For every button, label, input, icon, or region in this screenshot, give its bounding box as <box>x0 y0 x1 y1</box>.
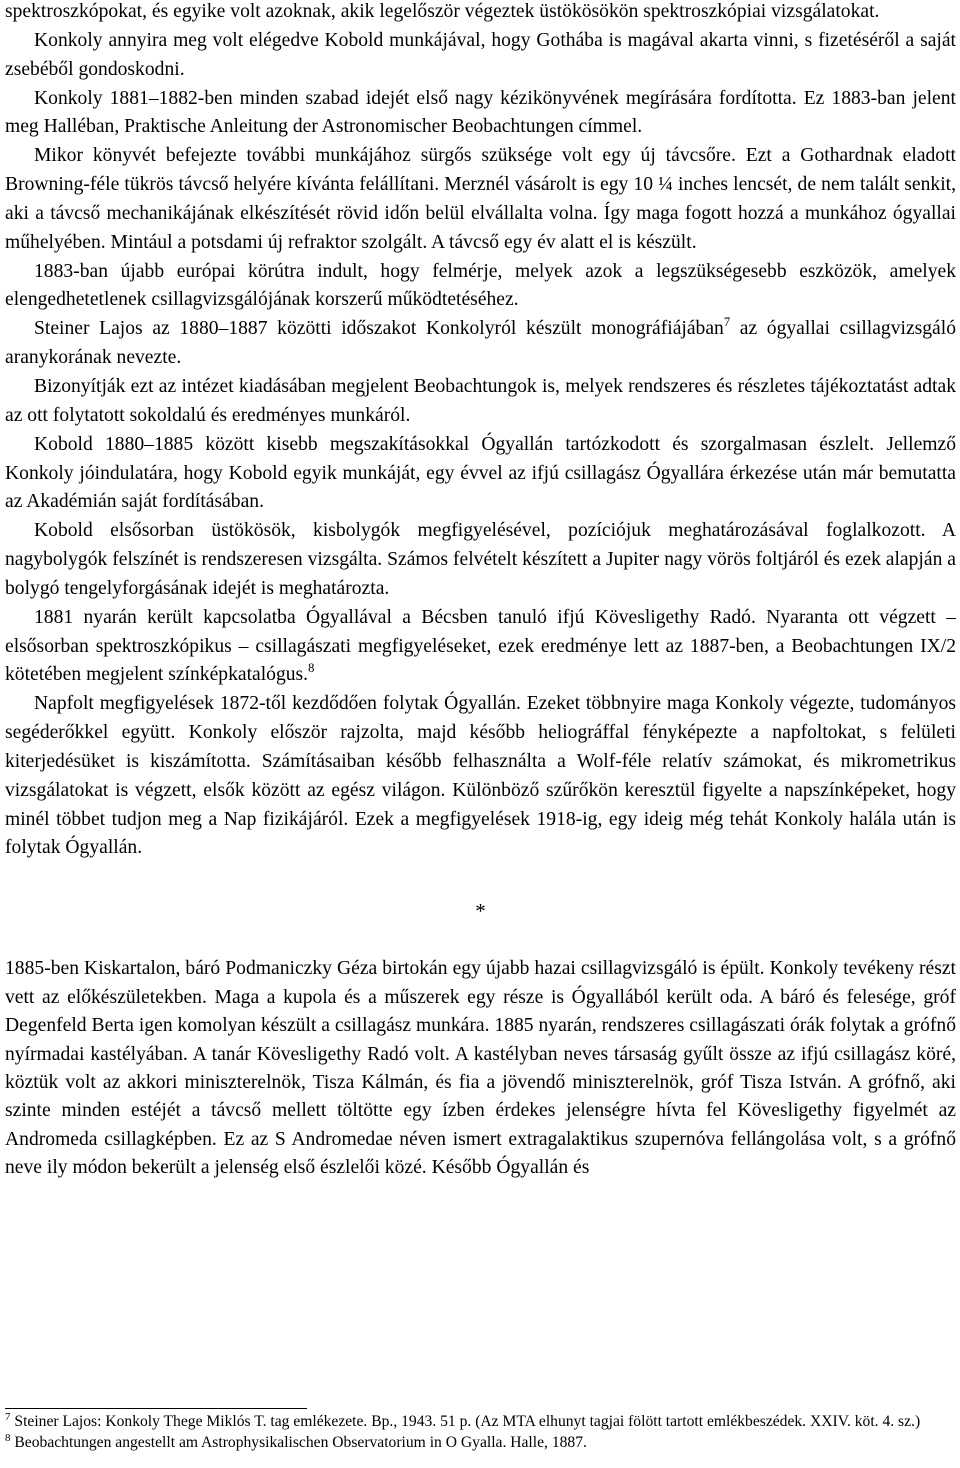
footnote-8 <box>5 1433 956 1454</box>
paragraph-with-footnote-ref <box>5 315 956 373</box>
footnote-text: Steiner Lajos: Konkoly Thege Miklós T. tag emlékezete. Bp., 1943. 51 p. (Az MTA elhunyt tagjai fölött tartott emlékbeszédek. XXIV. köt. 4. sz.) <box>10 1413 921 1430</box>
paragraph: 1885-ben Kiskartalon, báró Podmaniczky Géza birtokán egy újabb hazai csillagvizsgáló is épült. Konkoly tevékeny részt vett az előkészületekben. Maga a kupola és a műszerek egy része is Ógyallából került oda. A báró és felesége, gróf Degenfeld Berta igen komolyan készült a csillagász munkára. 1885 nyarán, rendszeres csillagászati órák folytak a grófnő nyírmadai kastélyában. A tanár Kövesligethy Radó volt. A kastélyban neves társaság gyűlt össze az ifjú csillagász köré, köztük volt az akkori miniszterelnök, Tisza Kálmán, és fia a jövendő miniszterelnök, gróf Tisza István. A grófnő, aki szinte minden estéjét a távcső mellett töltötte egy ízben érdekes jelenségre hívta fel Kövesligethy figyelmét az Andromeda csillagképben. Ez az S Andromedae néven ismert extragalaktikus szupernóva fellángolása volt, s a grófnő neve ily módon bekerült a jelenség első észlelői közé. Később Ógyallán és <box>5 958 956 1179</box>
footnote-number: 8 <box>5 1431 11 1444</box>
paragraph: Bizonyítják ezt az intézet kiadásában megjelent Beobachtungok is, melyek rendszeres és részletes tájékoztatást adtak az ott folytatott sokoldalú és eredményes munkáról. <box>5 375 956 426</box>
document-body <box>5 0 956 1183</box>
footnote-ref-8[interactable]: 8 <box>308 661 315 676</box>
paragraph-text: Steiner Lajos az 1880–1887 közötti időszakot Konkolyról készült monográfiájában <box>34 318 724 340</box>
footnote-7 <box>5 1412 956 1433</box>
section-divider-asterisk: * <box>475 899 486 924</box>
footnotes <box>5 1412 956 1453</box>
footnote-text: Beobachtungen angestellt am Astrophysikalischen Observatorium in O Gyalla. Halle, 1887. <box>10 1433 587 1451</box>
paragraph: Konkoly 1881–1882-ben minden szabad idejét első nagy kézikönyvének megírására fordította. Ez 1883-ban jelent meg Halléban, Praktische Anleitung der Astronomischer Beobachtungen címmel. <box>5 87 956 138</box>
paragraph: Konkoly annyira meg volt elégedve Kobold munkájával, hogy Gothába is magával akarta vinni, s fizetéséről a saját zsebéből gondoskodni. <box>5 29 956 80</box>
paragraph: Kobold 1880–1885 között kisebb megszakításokkal Ógyallán tartózkodott és szorgalmasan észlelt. Jellemző Konkoly jóindulatára, hogy Kobold egyik munkáját, egy évvel az ifjú csillagász Ógyallára érkezése után már bemutatta az Akadémián saját fordításában. <box>5 433 956 513</box>
paragraph: Napfolt megfigyelések 1872-től kezdődően folytak Ógyallán. Ezeket többnyire maga Konkoly végezte, tudományos segéderőkkel együtt. Konkoly először rajzolta, majd később heliográffal fényképezte a napfoltokat, s felületi kiterjedésüket is kiszámította. Számításaiban később felhasználta a Wolf-féle relatív számokat, és mikrometrikus vizsgálatokat is végzett, elsők között az egész világon. Különböző szűrőkön keresztül figyelte a napszínképeket, hogy minél többet tudjon meg a Nap fizikájáról. Ezek a megfigyelések 1918-ig, egy ideig még tehát Konkoly halála után is folytak Ógyallán. <box>5 693 956 859</box>
paragraph-with-footnote-ref <box>5 604 956 691</box>
paragraph-text: az ógyallai csillagvizsgáló aranykorának nevezte. <box>5 318 956 369</box>
footnote-ref-7[interactable]: 7 <box>723 315 731 330</box>
paragraph-continuation: spektroszkópokat, és egyike volt azoknak, akik legelőször végeztek üstökösökön spektroszkópiai vizsgálatokat. <box>5 1 880 22</box>
paragraph: 1883-ban újabb európai körútra indult, hogy felmérje, melyek azok a legszükségesebb eszközök, amelyek elengedhetetlenek csillagvizsgálójának korszerű működtetéséhez. <box>5 260 956 311</box>
footnote-number: 7 <box>5 1411 11 1423</box>
footnote-separator <box>5 1408 307 1409</box>
paragraph: Kobold elsősorban üstökösök, kisbolygók megfigyelésével, pozíciójuk meghatározásával foglalkozott. A nagybolygók felszínét is rendszeresen vizsgálta. Számos felvételt készített a Jupiter nagy vörös foltjáról és ezek alapján a bolygó tengelyforgásának idejét is meghatározta. <box>5 520 956 599</box>
paragraph: Mikor könyvét befejezte további munkájához sürgős szüksége volt egy új távcsőre. Ezt a Gothardnak eladott Browning-féle tükrös távcső helyére kívánta felállítani. Merznél vásárolt is egy 10 ¼ inches lencsét, de nem talált senkit, aki a távcső mechanikájának elkészítését rövid időn belül elvállalta volna. Így maga fogott hozzá a munkához ógyallai műhelyében. Mintául a potsdami új refraktor szolgált. A távcső egy év alatt el is készült. <box>5 145 956 253</box>
paragraph-text: 1881 nyarán került kapcsolatba Ógyallával a Bécsben tanuló ifjú Kövesligethy Radó. Nyaranta ott végzett – elsősorban spektroszkópikus – csillagászati megfigyeléseket, ezek eredménye lett az 1887-ben, a Beobachtungen IX/2 kötetében megjelent színképkatalógus. <box>5 606 956 686</box>
